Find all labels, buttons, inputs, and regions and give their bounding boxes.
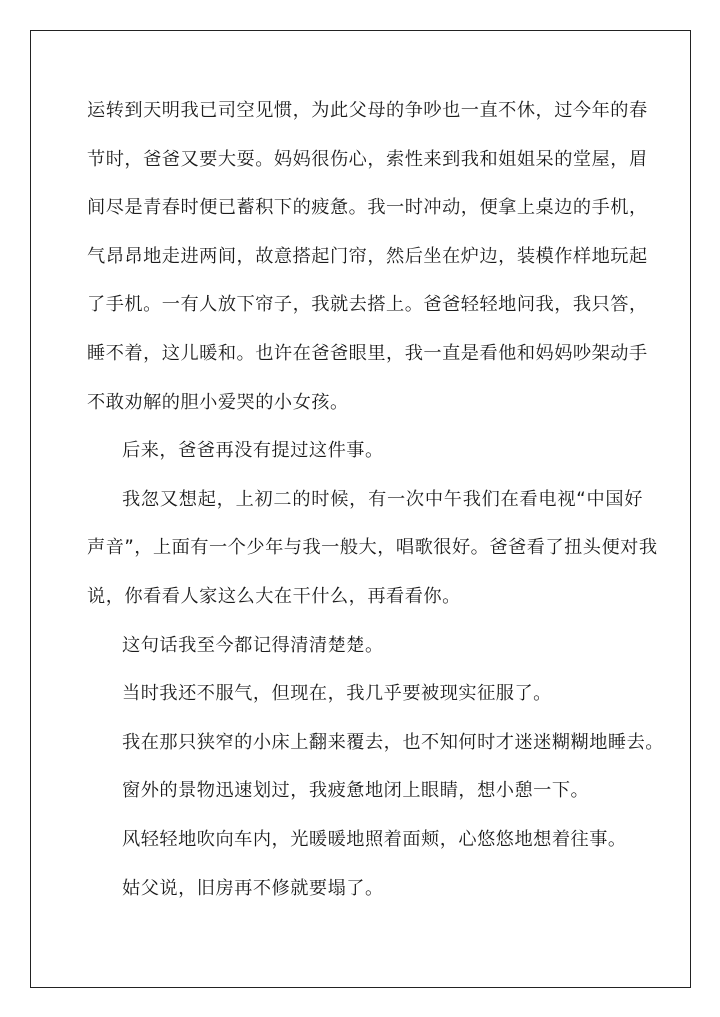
text-line: 睡不着，这儿暖和。也许在爸爸眼里，我一直是看他和妈妈吵架动手 [87, 342, 648, 364]
paragraph-line: 姑父说，旧房再不修就要塌了。 [122, 877, 384, 899]
paragraph-line: 风轻轻地吹向车内，光暖暖地照着面颊，心悠悠地想着往事。 [122, 828, 627, 850]
text-line: 声音”，上面有一个少年与我一般大，唱歌很好。爸爸看了扭头便对我 [87, 537, 658, 559]
text-line: 气昂昂地走进两间，故意搭起门帘，然后坐在炉边，装模作样地玩起 [87, 245, 648, 267]
text-line: 了手机。一有人放下帘子，我就去搭上。爸爸轻轻地问我，我只答， [87, 294, 648, 316]
text-line: 不敢劝解的胆小爱哭的小女孩。 [87, 391, 349, 413]
paragraph-line: 我忽又想起，上初二的时候，有一次中午我们在看电视“中国好 [122, 488, 643, 510]
text-line: 间尽是青春时便已蓄积下的疲惫。我一时冲动，便拿上桌边的手机， [87, 197, 648, 219]
paragraph-line: 窗外的景物迅速划过，我疲惫地闭上眼睛，想小憩一下。 [122, 780, 590, 802]
text-line: 节时，爸爸又要大耍。妈妈很伤心，索性来到我和姐姐呆的堂屋，眉 [87, 148, 648, 170]
paragraph-line: 当时我还不服气，但现在，我几乎要被现实征服了。 [122, 683, 552, 705]
paragraph-line: 这句话我至今都记得清清楚楚。 [122, 634, 384, 656]
document-body [87, 96, 664, 922]
text-line: 说，你看看人家这么大在干什么，再看看你。 [87, 585, 461, 607]
paragraph-line: 后来，爸爸再没有提过这件事。 [122, 440, 384, 462]
text-line: 运转到天明我已司空见惯，为此父母的争吵也一直不休，过今年的春 [87, 100, 648, 121]
paragraph-line: 我在那只狭窄的小床上翻来覆去，也不知何时才迷迷糊糊地睡去。 [122, 731, 664, 753]
